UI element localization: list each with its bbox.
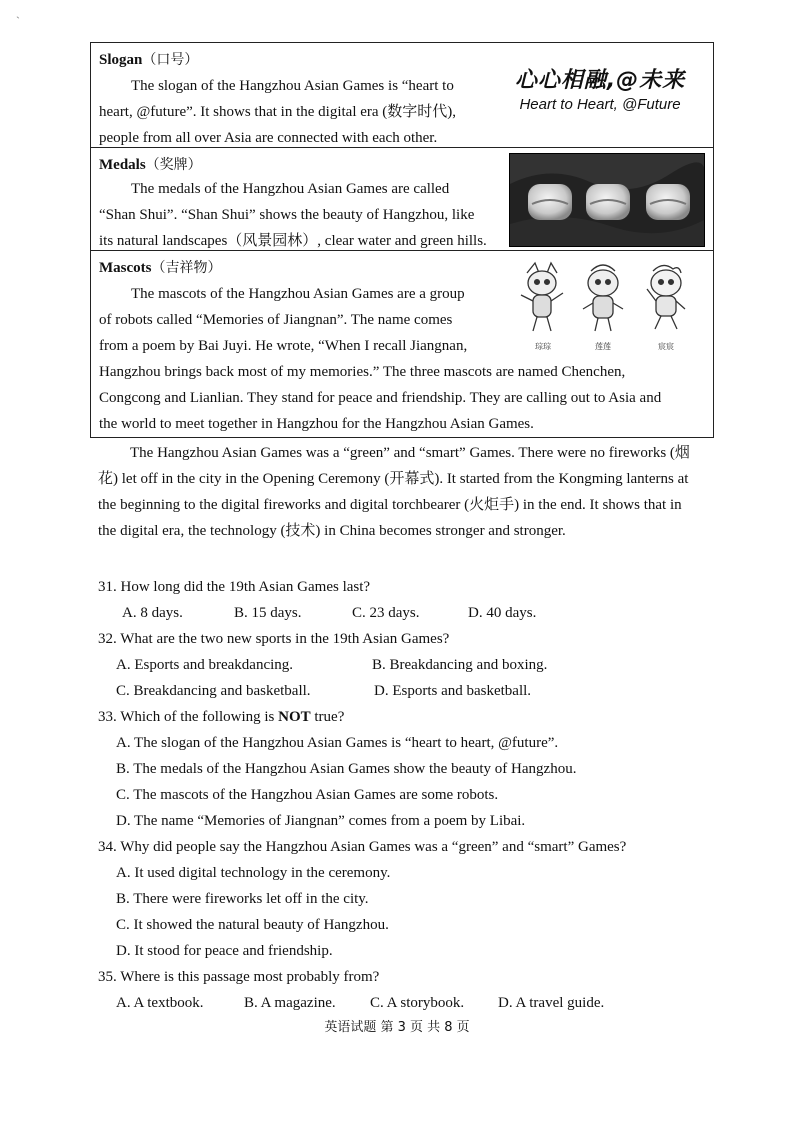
medals-line: The medals of the Hangzhou Asian Games are called: [131, 181, 450, 197]
question-stem-part: 33. Which of the following is: [98, 709, 279, 725]
medals-heading-cn: （奖牌）: [145, 157, 202, 173]
passage-line: The Hangzhou Asian Games was a “green” and “smart” Games. There were no fireworks (烟: [130, 445, 690, 461]
corner-mark: ˋ: [16, 14, 20, 28]
slogan-heading-en: Slogan: [99, 52, 143, 68]
option-a[interactable]: A. It used digital technology in the ceremony.: [116, 865, 391, 881]
mascots-line: Hangzhou brings back most of my memories.” The three mascots are named Chenchen,: [99, 364, 626, 380]
mascots-heading: [99, 257, 222, 277]
option-d[interactable]: D. The name “Memories of Jiangnan” comes from a poem by Libai.: [116, 813, 526, 829]
mascot-chenchen: [647, 265, 685, 329]
option-b[interactable]: B. Breakdancing and boxing.: [372, 657, 548, 673]
question-35: [98, 964, 626, 1016]
mascots-line: the world to meet together in Hangzhou for the Hangzhou Asian Games.: [99, 416, 534, 432]
option-a[interactable]: A. 8 days.: [122, 605, 183, 621]
question-31: [98, 574, 626, 626]
question-stem-part: true?: [310, 709, 345, 725]
question-stem: 31. How long did the 19th Asian Games last?: [98, 579, 371, 595]
option-d[interactable]: D. It stood for peace and friendship.: [116, 943, 333, 959]
mascots-line: Congcong and Lianlian. They stand for peace and friendship. They are calling out to Asia and: [99, 390, 662, 406]
passage-line: 花) let off in the city in the Opening Ceremony (开幕式). It started from the Kongming lanterns at: [98, 471, 689, 487]
option-d[interactable]: D. A travel guide.: [498, 995, 605, 1011]
question-34: [98, 834, 626, 964]
question-stem: 32. What are the two new sports in the 19th Asian Games?: [98, 631, 450, 647]
question-stem-emphasis: NOT: [278, 709, 311, 725]
medals-heading-en: Medals: [99, 157, 146, 173]
slogan-logo-en: Heart to Heart, @Future: [519, 96, 681, 113]
mascots-line: from a poem by Bai Juyi. He wrote, “When I recall Jiangnan,: [99, 338, 468, 354]
mascot-name-label: 琮琮: [535, 342, 551, 351]
page-footer: 英语试题 第 3 页 共 8 页: [324, 1020, 470, 1035]
medals-text: [99, 176, 487, 254]
slogan-text: [99, 73, 456, 151]
mascot-congcong: [521, 263, 563, 331]
mascots-section: [91, 251, 713, 437]
option-d[interactable]: D. 40 days.: [468, 605, 537, 621]
question-32: [98, 626, 626, 704]
slogan-heading-cn: （口号）: [142, 52, 199, 68]
options-row: [98, 600, 626, 626]
option-a[interactable]: A. The slogan of the Hangzhou Asian Games is “heart to heart, @future”.: [116, 735, 559, 751]
mascot-name-label: 莲莲: [595, 342, 611, 351]
medals-illustration: [510, 154, 704, 246]
passage-line: the beginning to the digital fireworks and digital torchbearer (火炬手) in the end. It shows that in: [98, 497, 682, 513]
question-33: [98, 704, 626, 834]
option-b[interactable]: B. A magazine.: [244, 995, 336, 1011]
mascots-heading-cn: （吉祥物）: [151, 260, 222, 276]
mascots-drawing: [513, 259, 693, 355]
question-stem: 34. Why did people say the Hangzhou Asian Games was a “green” and “smart” Games?: [98, 839, 627, 855]
medal-left: [528, 184, 572, 220]
questions-section: [98, 574, 626, 1016]
option-c[interactable]: C. A storybook.: [370, 995, 465, 1011]
medals-photo: [509, 153, 705, 247]
slogan-logo: [505, 67, 695, 115]
question-stem: 35. Where is this passage most probably from?: [98, 969, 380, 985]
mascots-heading-en: Mascots: [99, 260, 152, 276]
option-c[interactable]: C. It showed the natural beauty of Hangzhou.: [116, 917, 389, 933]
question-stem: [98, 704, 626, 730]
info-table: [90, 42, 714, 438]
medal-right: [646, 184, 690, 220]
option-c[interactable]: C. Breakdancing and basketball.: [116, 683, 311, 699]
option-b[interactable]: B. The medals of the Hangzhou Asian Games show the beauty of Hangzhou.: [116, 761, 577, 777]
slogan-heading: [99, 49, 198, 69]
option-d[interactable]: D. Esports and basketball.: [374, 683, 532, 699]
medals-line: “Shan Shui”. “Shan Shui” shows the beauty of Hangzhou, like: [99, 207, 475, 223]
slogan-line: heart, @future”. It shows that in the digital era (数字时代),: [99, 104, 457, 120]
slogan-section: [91, 43, 713, 148]
option-c[interactable]: C. The mascots of the Hangzhou Asian Games are some robots.: [116, 787, 499, 803]
main-passage: [98, 440, 690, 544]
slogan-line: The slogan of the Hangzhou Asian Games is “heart to: [131, 78, 454, 94]
mascots-line: of robots called “Memories of Jiangnan”. The name comes: [99, 312, 453, 328]
options-row: [98, 652, 626, 678]
medals-line: its natural landscapes（风景园林）, clear water and green hills.: [99, 233, 487, 249]
mascot-lianlian: [583, 265, 623, 331]
options-row: [98, 678, 626, 704]
options-row: [98, 990, 626, 1016]
slogan-logo-cn: 心心相融,@未来: [514, 68, 686, 93]
option-b[interactable]: B. 15 days.: [234, 605, 302, 621]
slogan-line: people from all over Asia are connected with each other.: [99, 130, 438, 146]
option-c[interactable]: C. 23 days.: [352, 605, 420, 621]
passage-line: the digital era, the technology (技术) in China becomes stronger and stronger.: [98, 523, 566, 539]
option-a[interactable]: A. A textbook.: [116, 995, 204, 1011]
medal-middle: [586, 184, 630, 220]
mascots-illustration: [513, 259, 693, 355]
option-a[interactable]: A. Esports and breakdancing.: [116, 657, 294, 673]
medals-heading: [99, 154, 202, 174]
mascot-name-label: 宸宸: [658, 342, 674, 351]
medals-section: [91, 148, 713, 251]
mascots-line: The mascots of the Hangzhou Asian Games are a group: [131, 286, 465, 302]
option-b[interactable]: B. There were fireworks let off in the city.: [116, 891, 369, 907]
